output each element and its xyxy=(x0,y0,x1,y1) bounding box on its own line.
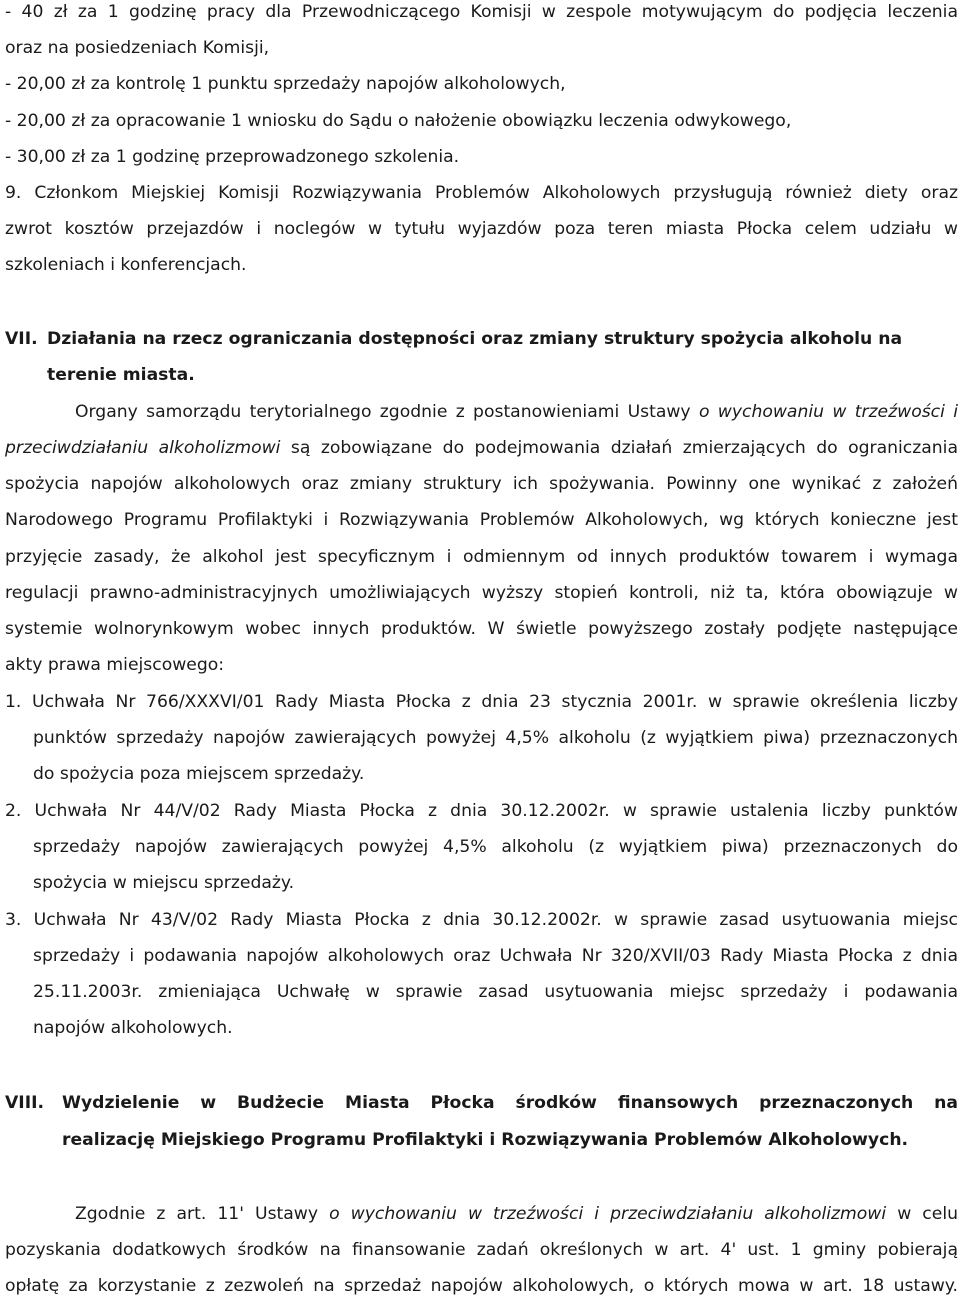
section-number: VII. xyxy=(5,329,38,349)
paragraph-line: szkoleniach i konferencjach. xyxy=(5,255,247,275)
text-span: w celu xyxy=(886,1204,958,1224)
paragraph-line: przyjęcie zasady, że alkohol jest specyficznym i odmiennym od innych produktów towarem i wymaga xyxy=(5,547,958,567)
section-heading-cont: realizację Miejskiego Programu Profilaktyki i Rozwiązywania Problemów Alkoholowych. xyxy=(62,1130,909,1150)
section-heading xyxy=(5,327,958,351)
list-item: oraz na posiedzeniach Komisji, xyxy=(5,38,270,58)
list-item: - 30,00 zł za 1 godzinę przeprowadzonego szkolenia. xyxy=(5,147,460,167)
list-item-cont: do spożycia poza miejscem sprzedaży. xyxy=(33,764,365,784)
list-item: - 20,00 zł za kontrolę 1 punktu sprzedaży napojów alkoholowych, xyxy=(5,74,566,94)
paragraph-line xyxy=(5,436,958,460)
text-span: są zobowiązane do podejmowania działań zmierzających do ograniczania xyxy=(280,438,958,458)
paragraph-line: zwrot kosztów przejazdów i noclegów w tytułu wyjazdów poza teren miasta Płocka celem udziału w xyxy=(5,219,958,239)
italic-text: przeciwdziałaniu alkoholizmowi xyxy=(5,438,281,458)
paragraph-line: pozyskania dodatkowych środków na finansowanie zadań określonych w art. 4' ust. 1 gminy pobierają xyxy=(5,1240,958,1260)
italic-text: o wychowaniu w trzeźwości i przeciwdziałaniu alkoholizmowi xyxy=(329,1204,887,1224)
paragraph-line: 9. Członkom Miejskiej Komisji Rozwiązywania Problemów Alkoholowych przysługują również diety oraz xyxy=(5,183,958,203)
list-item-cont: napojów alkoholowych. xyxy=(33,1018,233,1038)
section-number: VIII. xyxy=(5,1093,45,1113)
section-title: Wydzielenie w Budżecie Miasta Płocka środków finansowych przeznaczonych na xyxy=(62,1093,958,1113)
text-span: Zgodnie z art. 11' Ustawy xyxy=(75,1204,330,1224)
list-item: 1. Uchwała Nr 766/XXXVI/01 Rady Miasta Płocka z dnia 23 stycznia 2001r. w sprawie określenia liczby xyxy=(5,692,958,712)
list-item-cont: sprzedaży i podawania napojów alkoholowych oraz Uchwała Nr 320/XVII/03 Rady Miasta Płocka z dnia xyxy=(33,946,958,966)
italic-text: o wychowaniu w trzeźwości i xyxy=(698,402,958,422)
list-item-cont: sprzedaży napojów zawierających powyżej 4,5% alkoholu (z wyjątkiem piwa) przeznaczonych do xyxy=(33,837,958,857)
paragraph-line: systemie wolnorynkowym wobec innych produktów. W świetle powyższego zostały podjęte następujące xyxy=(5,619,958,639)
text-span: Organy samorządu terytorialnego zgodnie z postanowieniami Ustawy xyxy=(75,402,699,422)
section-title: Działania na rzecz ograniczania dostępności oraz zmiany struktury spożycia alkoholu na xyxy=(47,329,903,349)
list-item-cont: punktów sprzedaży napojów zawierających powyżej 4,5% alkoholu (z wyjątkiem piwa) przeznaczonych xyxy=(33,728,958,748)
list-item: 3. Uchwała Nr 43/V/02 Rady Miasta Płocka z dnia 30.12.2002r. w sprawie zasad usytuowania miejsc xyxy=(5,910,958,930)
paragraph-line: spożycia napojów alkoholowych oraz zmiany struktury ich spożywania. Powinny one wynikać z założeń xyxy=(5,474,958,494)
paragraph-line: regulacji prawno-administracyjnych umożliwiających wyższy stopień kontroli, niż ta, która obowiązuje w xyxy=(5,583,958,603)
list-item-cont: spożycia w miejscu sprzedaży. xyxy=(33,873,295,893)
paragraph-line xyxy=(5,1202,958,1226)
section-heading-cont: terenie miasta. xyxy=(47,365,195,385)
list-item: - 40 zł za 1 godzinę pracy dla Przewodniczącego Komisji w zespole motywującym do podjęcia leczenia xyxy=(5,2,958,22)
list-item: 2. Uchwała Nr 44/V/02 Rady Miasta Płocka z dnia 30.12.2002r. w sprawie ustalenia liczby punktów xyxy=(5,801,958,821)
list-item-cont: 25.11.2003r. zmieniająca Uchwałę w sprawie zasad usytuowania miejsc sprzedaży i podawania xyxy=(33,982,958,1002)
paragraph-line xyxy=(5,400,958,424)
paragraph-line: Narodowego Programu Profilaktyki i Rozwiązywania Problemów Alkoholowych, wg których konieczne jest xyxy=(5,510,958,530)
section-heading xyxy=(5,1091,958,1115)
paragraph-line: opłatę za korzystanie z zezwoleń na sprzedaż napojów alkoholowych, o których mowa w art. 18 ustawy. xyxy=(5,1276,958,1296)
list-item: - 20,00 zł za opracowanie 1 wniosku do Sądu o nałożenie obowiązku leczenia odwykowego, xyxy=(5,111,792,131)
paragraph-line: akty prawa miejscowego: xyxy=(5,655,225,675)
